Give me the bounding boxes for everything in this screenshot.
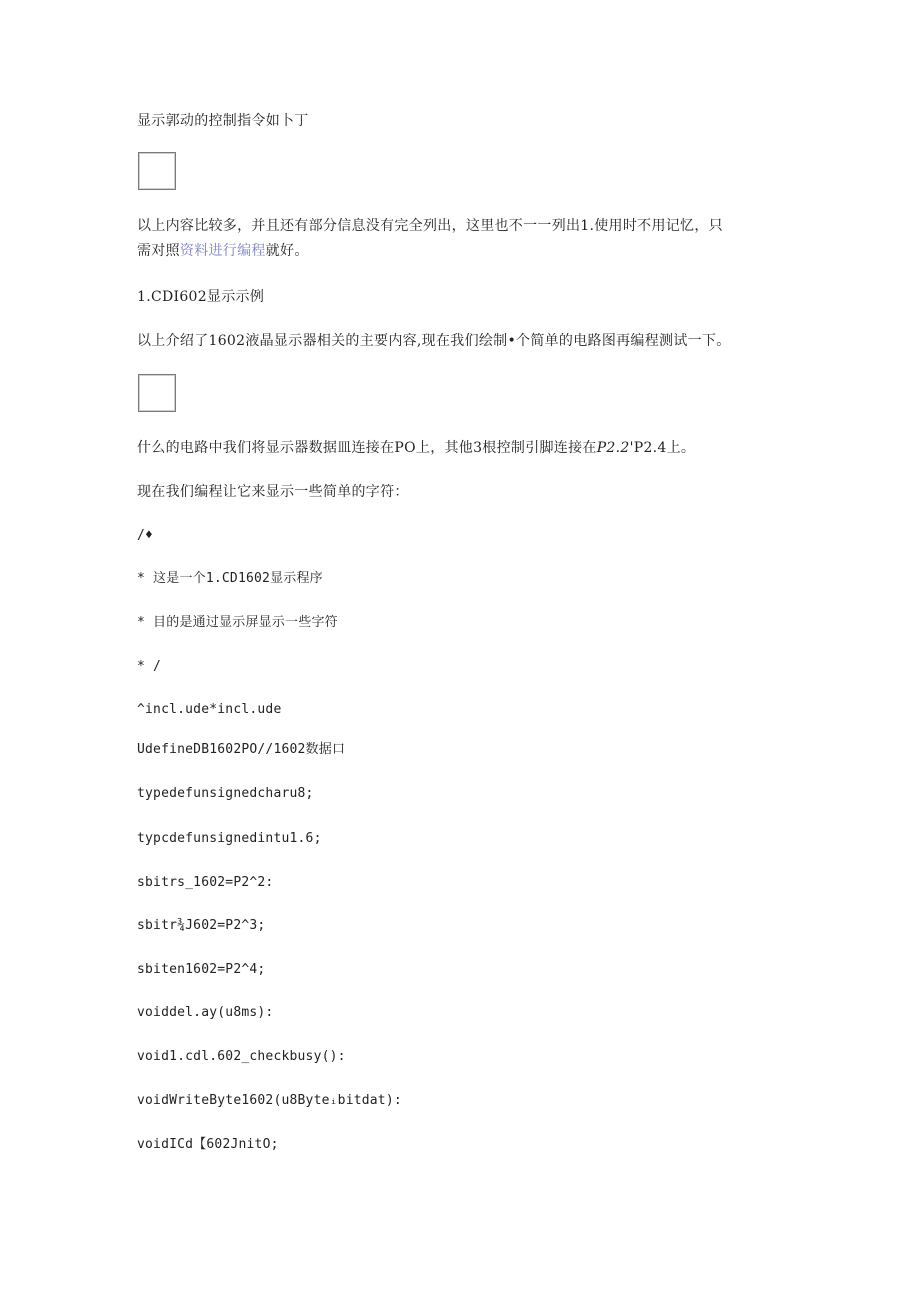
heading-line: 显示郭动的控制指令如卜丁 (137, 113, 309, 129)
paragraph-3-text-post: 'P2.4上。 (629, 440, 696, 456)
paragraph-1-line-2 (137, 241, 309, 261)
code-line: sbitrs_1602=P2^2: (137, 875, 274, 890)
code-line: /♦ (137, 528, 154, 543)
code-line: sbitr¾J602=P2^3; (137, 918, 266, 933)
paragraph-1-line-1: 以上内容比较多，并且还有部分信息没有完全列出，这里也不一一列出1.使用时不用记忆，只 (137, 218, 723, 234)
reference-link[interactable]: 资料进行编程 (179, 243, 266, 259)
code-line: void1.cdl.602_checkbusy(): (137, 1049, 346, 1064)
paragraph-3-text-italic: P2.2 (596, 440, 630, 456)
code-line: sbiten1602=P2^4; (137, 962, 266, 977)
paragraph-3-text-pre: 什么的电路中我们将显示器数据皿连接在PO上，其他3根控制引脚连接在 (137, 440, 597, 456)
paragraph-3 (137, 438, 695, 458)
paragraph-2: 以上介绍了1602液晶显示器相关的主要内容,现在我们绘制•个简单的电路图再编程测试一下。 (137, 333, 731, 349)
paragraph-4: 现在我们编程让它来显示一些简单的字符： (137, 484, 409, 500)
circuit-image-placeholder-icon (138, 374, 176, 412)
paragraph-1-text-pre: 需对照 (137, 243, 180, 259)
code-line: * 目的是通过显示屏显示一些字符 (137, 615, 338, 630)
image-placeholder-icon (138, 152, 176, 190)
code-line: * 这是一个1.CD1602显示程序 (137, 571, 323, 586)
code-line: voidICd【602JnitO; (137, 1137, 279, 1152)
code-line: UdefineDB1602PO//1602数据口 (137, 742, 346, 757)
code-line: voiddel.ay(u8ms): (137, 1005, 274, 1020)
section-title: 1.CDI602显示示例 (137, 289, 265, 305)
paragraph-1-text-post: 就好。 (265, 243, 309, 259)
code-line: * / (137, 659, 162, 674)
code-line: voidWriteByte1602(u8Byteᵢbitdat): (137, 1093, 402, 1108)
code-line: ^incl.ude*incl.ude (137, 702, 282, 717)
code-line: typcdefunsignedintu1.6; (137, 831, 322, 846)
code-line: typedefunsignedcharu8; (137, 786, 314, 801)
